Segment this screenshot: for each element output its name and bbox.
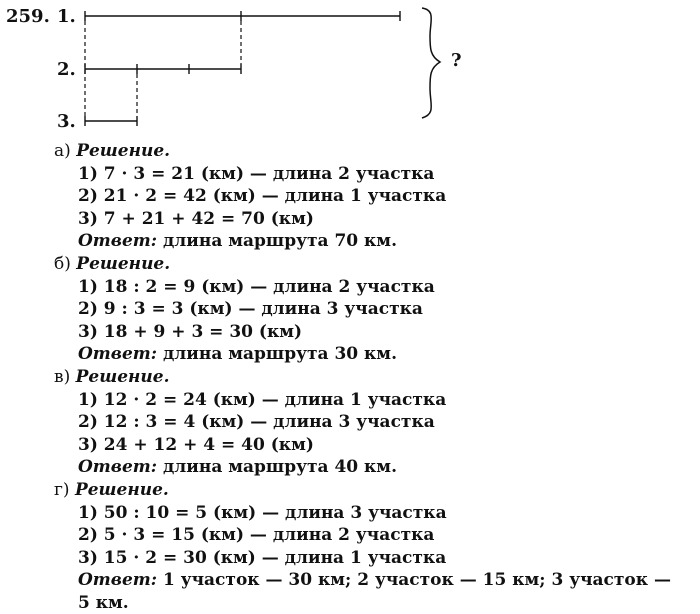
- answer-label: Ответ:: [78, 344, 158, 365]
- question-mark: ?: [451, 50, 462, 71]
- step-line: 3) 7 + 21 + 42 = 70 (км): [78, 208, 314, 229]
- step-line: 3) 24 + 12 + 4 = 40 (км): [78, 434, 314, 455]
- answer-label: Ответ:: [78, 231, 158, 252]
- step-line: 2) 9 : 3 = 3 (км) — длина 3 участка: [78, 299, 423, 320]
- answer-line: [54, 456, 694, 479]
- step-line: 1) 50 : 10 = 5 (км) — длина 3 участка: [78, 502, 447, 523]
- answer-text: длина маршрута 40 км.: [157, 457, 397, 478]
- step-line: 2) 21 · 2 = 42 (км) — длина 1 участка: [78, 186, 447, 207]
- part-letter: а): [54, 141, 71, 161]
- step-line: 2) 12 : 3 = 4 (км) — длина 3 участка: [78, 412, 435, 433]
- part-letter: в): [54, 366, 71, 387]
- segment-label-2: 2.: [57, 59, 76, 80]
- step-line: 1) 12 · 2 = 24 (км) — длина 1 участка: [78, 389, 447, 410]
- step-line: 1) 18 : 2 = 9 (км) — длина 2 участка: [78, 276, 435, 297]
- step-line: 3) 18 + 9 + 3 = 30 (км): [78, 321, 303, 342]
- answer-text: длина маршрута 30 км.: [157, 344, 397, 365]
- part-v-heading: [54, 366, 694, 389]
- solution-heading: Решение.: [74, 479, 169, 500]
- segment-label-3: 3.: [57, 111, 76, 132]
- segment-diagram: [0, 0, 700, 140]
- step-line: 1) 7 · 3 = 21 (км) — длина 2 участка: [78, 163, 435, 184]
- answer-text: 1 участок — 30 км; 2 участок — 15 км; 3 участок —: [157, 570, 671, 591]
- part-a-heading: [54, 140, 694, 163]
- answer-line: [54, 343, 694, 366]
- solution-heading: Решение.: [75, 366, 170, 387]
- solutions: [54, 140, 694, 614]
- part-letter: б): [54, 253, 71, 274]
- solution-heading: Решение.: [76, 141, 171, 161]
- curly-brace: [422, 8, 440, 118]
- answer-text: длина маршрута 70 км.: [157, 231, 397, 252]
- solution-heading: Решение.: [76, 253, 171, 274]
- step-line: 3) 15 · 2 = 30 (км) — длина 1 участка: [78, 547, 447, 568]
- segment-label-1: 1.: [57, 6, 76, 27]
- part-g-heading: [54, 479, 694, 502]
- step-line: 2) 5 · 3 = 15 (км) — длина 2 участка: [78, 525, 435, 546]
- answer-label: Ответ:: [78, 570, 158, 591]
- answer-line: [54, 569, 694, 592]
- problem-number: 259.: [6, 6, 50, 27]
- answer-label: Ответ:: [78, 457, 158, 478]
- part-b-heading: [54, 253, 694, 276]
- answer-continuation: 5 км.: [78, 592, 129, 613]
- answer-line: [54, 230, 694, 253]
- part-letter: г): [54, 479, 70, 500]
